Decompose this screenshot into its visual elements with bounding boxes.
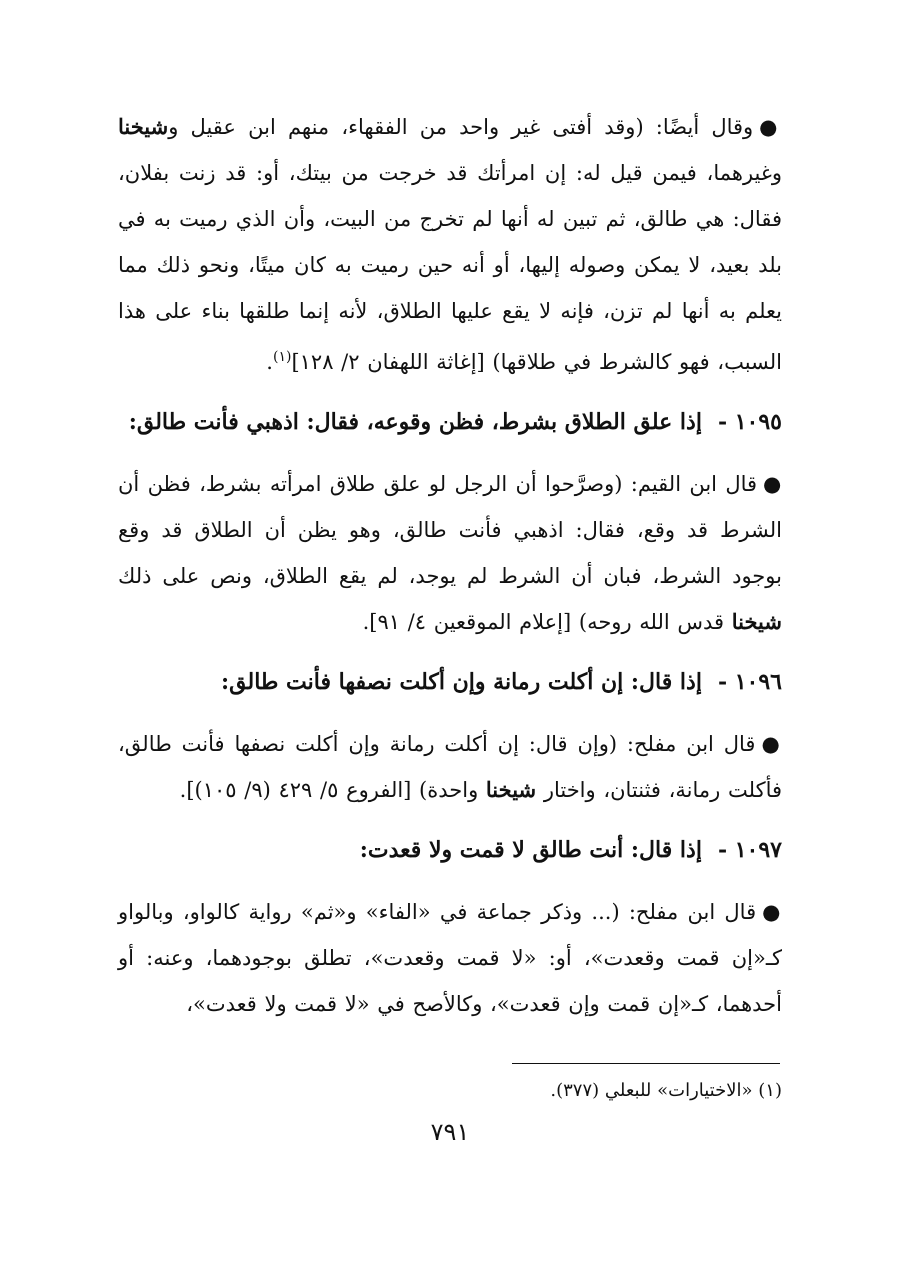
main-text <box>118 104 782 1041</box>
emphasis-text: شيخنا <box>485 777 537 802</box>
bullet-icon: ● <box>761 731 782 756</box>
bullet-icon: ● <box>759 114 782 139</box>
page-number: ٧٩١ <box>430 1118 470 1146</box>
paragraph <box>118 461 782 645</box>
paragraph <box>118 889 782 1027</box>
footnote-reference: (١) <box>272 349 292 365</box>
footnote-divider <box>512 1063 780 1064</box>
paragraph-text: واحدة) [الفروع ٥/ ٤٢٩ (٩/ ١٠٥)]. <box>179 778 486 802</box>
section-number: ١٠٩٦ - <box>717 669 782 695</box>
paragraph-text: وقال أيضًا: (وقد أفتى غير واحد من الفقهاء، منهم ابن عقيل و <box>168 115 754 139</box>
emphasis-text: شيخنا <box>731 609 782 634</box>
section-number: ١٠٩٧ - <box>717 837 782 863</box>
emphasis-text: شيخنا <box>118 114 169 139</box>
section-heading <box>118 399 782 445</box>
paragraph <box>118 721 782 813</box>
footnote-marker: (١) <box>758 1080 782 1101</box>
section-title: إذا علق الطلاق بشرط، فظن وقوعه، فقال: اذهبي فأنت طالق: <box>128 409 702 435</box>
footnote <box>550 1076 782 1106</box>
paragraph-text: قال ابن مفلح: (... وذكر جماعة في «الفاء» و«ثم» رواية كالواو، وبالواو كـ«إن قمت وقعدت»، أو: «لا قمت وقعدت»، تطلق بوجودهما، وعنه: أو أحدهما، كـ«إن قمت وإن قعدت»، وكالأصح في «لا قمت ولا قعدت»، <box>118 900 782 1016</box>
section-title: إذا قال: أنت طالق لا قمت ولا قعدت: <box>359 837 702 863</box>
bullet-icon: ● <box>763 471 782 496</box>
section-heading <box>118 827 782 873</box>
paragraph-end: . <box>266 350 273 374</box>
paragraph-text: وغيرهما، فيمن قيل له: إن امرأتك قد خرجت من بيتك، أو: قد زنت بفلان، فقال: هي طالق، ثم تبين له أنها لم تخرج من البيت، وأن الذي رميت به في بلد بعيد، لا يمكن وصوله إليها، أو أنه حين رميت به كان ميتًا، ونحو ذلك مما يعلم به أنها لم تزن، فإنه لا يقع عليها الطلاق، لأنه إنما طلقها بناء على هذا السبب، فهو كالشرط في طلاقها) [إغاثة اللهفان ٢/ ١٢٨] <box>118 161 782 374</box>
section-heading <box>118 659 782 705</box>
paragraph-text: قال ابن مفلح: (وإن قال: إن أكلت رمانة وإن أكلت نصفها فأنت طالق، فأكلت رمانة، فثنتان، واختار <box>118 732 782 802</box>
footnote-text: «الاختيارات» للبعلي (٣٧٧). <box>550 1080 753 1101</box>
section-number: ١٠٩٥ - <box>717 409 782 435</box>
paragraph-text: قال ابن القيم: (وصرَّحوا أن الرجل لو علق طلاق امرأته بشرط، فظن أن الشرط قد وقع، فقال: اذهبي فأنت طالق، وهو يظن أن الطلاق قد وقع بوجود الشرط، فبان أن الشرط لم يوجد، لم يقع الطلاق، ونص على ذلك <box>118 472 782 588</box>
paragraph <box>118 104 782 385</box>
bullet-icon: ● <box>762 899 782 924</box>
paragraph-text: قدس الله روحه) [إعلام الموقعين ٤/ ٩١]. <box>362 610 732 634</box>
section-title: إذا قال: إن أكلت رمانة وإن أكلت نصفها فأنت طالق: <box>221 669 702 695</box>
